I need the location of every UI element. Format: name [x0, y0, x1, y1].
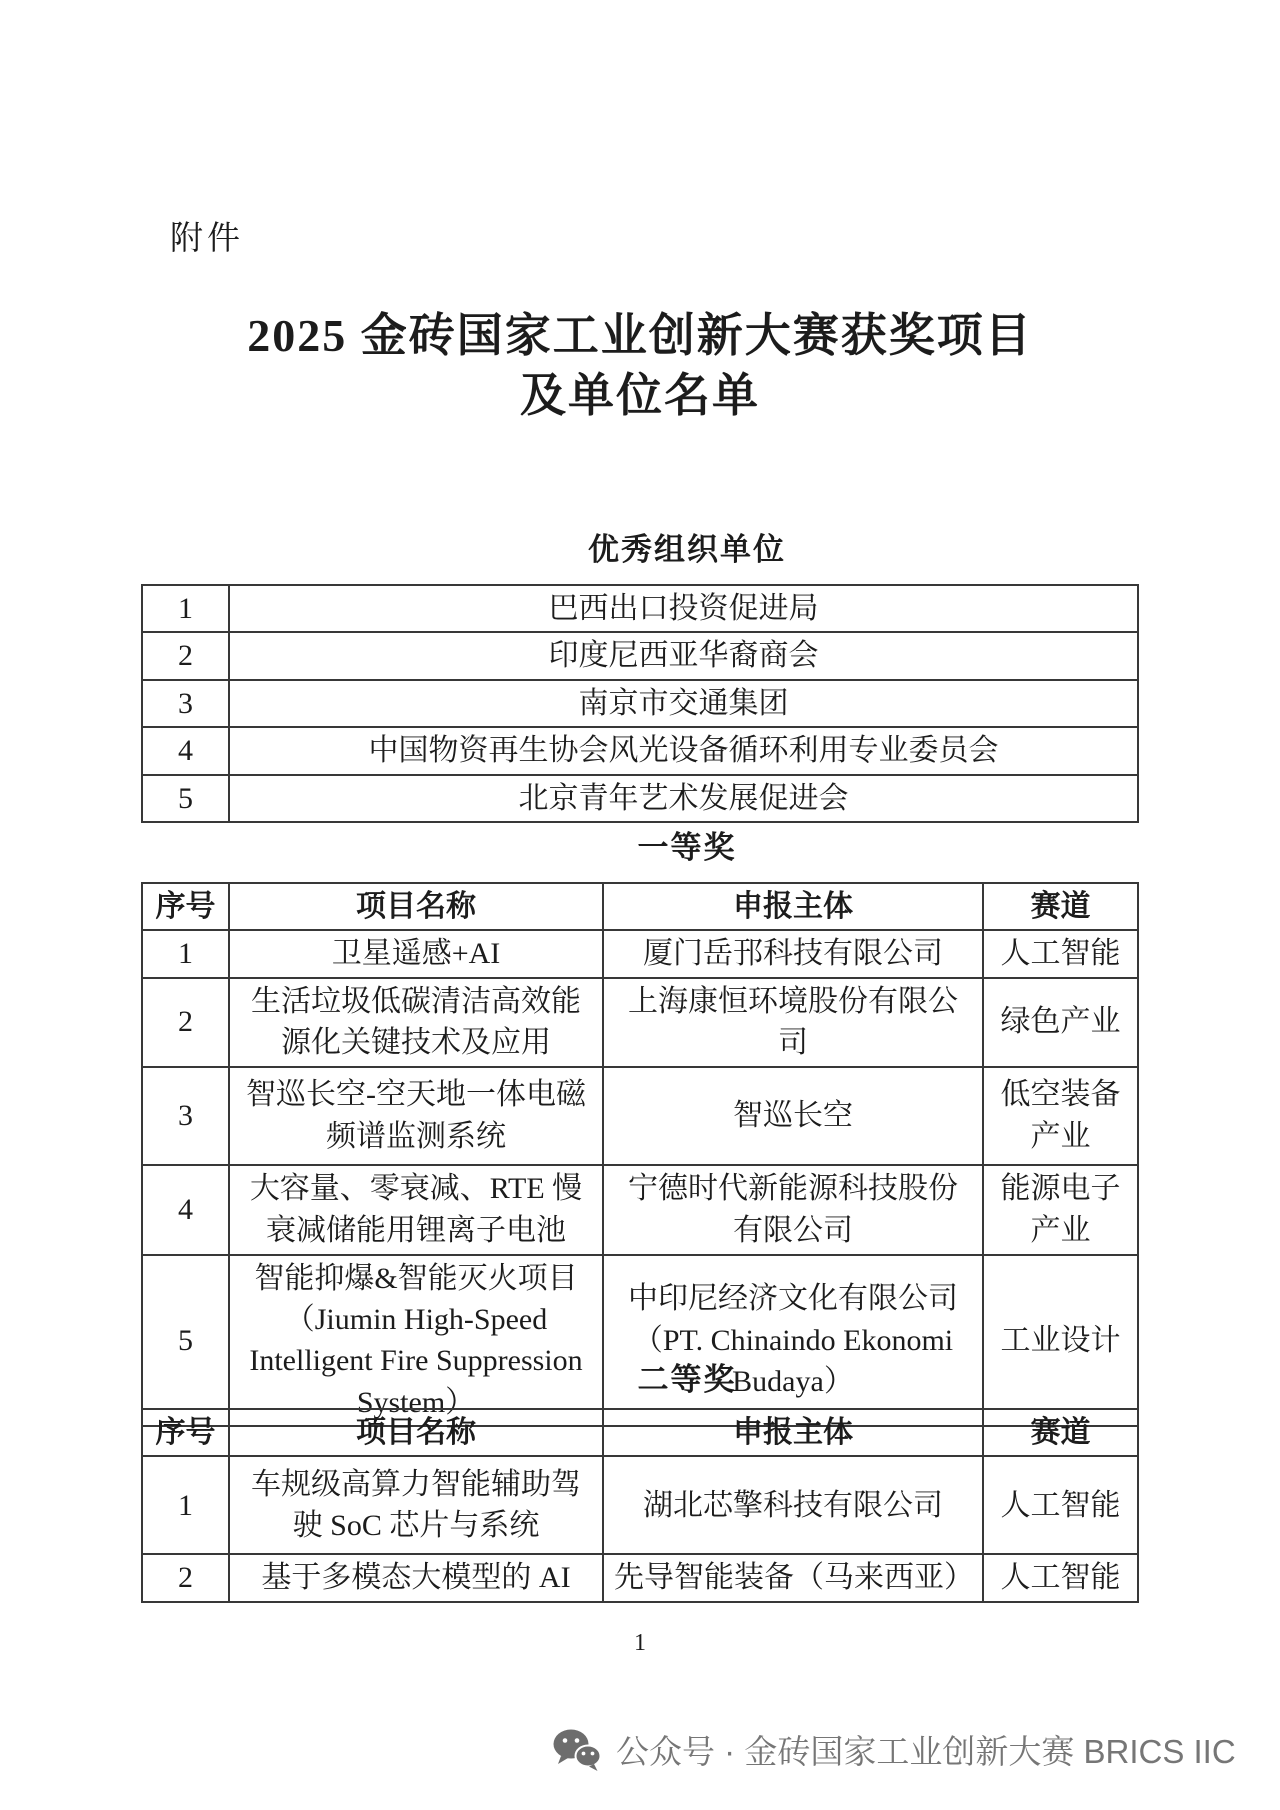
- track-cell: 能源电子产业: [983, 1165, 1138, 1255]
- project-name-cell: 智巡长空-空天地一体电磁频谱监测系统: [229, 1067, 603, 1165]
- project-name-cell: 大容量、零衰减、RTE 慢衰减储能用锂离子电池: [229, 1165, 603, 1255]
- organization-name-cell: 印度尼西亚华裔商会: [229, 632, 1138, 679]
- page-number: 1: [634, 1630, 646, 1656]
- column-header-track: 赛道: [983, 883, 1138, 930]
- table-row: [142, 978, 1138, 1067]
- row-number-cell: 5: [142, 775, 229, 822]
- second-prize-table: [141, 1408, 1139, 1603]
- applicant-cell: 湖北芯擎科技有限公司: [603, 1456, 983, 1554]
- applicant-cell: 中印尼经济文化有限公司（PT. Chinaindo Ekonomi Budaya）: [603, 1255, 983, 1427]
- table-row: [142, 1255, 1138, 1427]
- table-row: [142, 632, 1138, 679]
- applicant-cell: 先导智能装备（马来西亚）: [603, 1554, 983, 1601]
- track-cell: 人工智能: [983, 930, 1138, 977]
- organization-name-cell: 北京青年艺术发展促进会: [229, 775, 1138, 822]
- row-number-cell: 5: [142, 1255, 229, 1427]
- column-header-project: 项目名称: [229, 883, 603, 930]
- section-heading-excellent-organizations: 优秀组织单位: [588, 532, 786, 567]
- organization-name-cell: 南京市交通集团: [229, 680, 1138, 727]
- project-name-cell: 卫星遥感+AI: [229, 930, 603, 977]
- row-number-cell: 2: [142, 1554, 229, 1601]
- track-cell: 人工智能: [983, 1456, 1138, 1554]
- row-number-cell: 3: [142, 680, 229, 727]
- column-header-applicant: 申报主体: [603, 1409, 983, 1456]
- column-header-applicant: 申报主体: [603, 883, 983, 930]
- table-header-row: [142, 883, 1138, 930]
- track-cell: 绿色产业: [983, 978, 1138, 1067]
- row-number-cell: 2: [142, 978, 229, 1067]
- row-number-cell: 1: [142, 585, 229, 632]
- organization-name-cell: 巴西出口投资促进局: [229, 585, 1138, 632]
- column-header-no: 序号: [142, 1409, 229, 1456]
- first-prize-table: [141, 882, 1139, 1427]
- table-row: [142, 1067, 1138, 1165]
- row-number-cell: 1: [142, 930, 229, 977]
- track-cell: 人工智能: [983, 1554, 1138, 1601]
- project-name-cell: 车规级高算力智能辅助驾驶 SoC 芯片与系统: [229, 1456, 603, 1554]
- footer-text: 公众号 · 金砖国家工业创新大赛 BRICS IIC: [616, 1733, 1236, 1770]
- table-row: [142, 1554, 1138, 1601]
- wechat-icon: [552, 1728, 602, 1772]
- section-heading-second-prize: 二等奖: [637, 1362, 737, 1397]
- applicant-cell: 上海康恒环境股份有限公司: [603, 978, 983, 1067]
- applicant-cell: 智巡长空: [603, 1067, 983, 1165]
- applicant-cell: 宁德时代新能源科技股份有限公司: [603, 1165, 983, 1255]
- page-title-line1: 2025 金砖国家工业创新大赛获奖项目: [247, 310, 1033, 361]
- excellent-organizations-table: [141, 584, 1139, 823]
- table-row: [142, 727, 1138, 774]
- project-name-cell: 智能抑爆&智能灭火项目（Jiumin High-Speed Intelligent Fire Suppression System）: [229, 1255, 603, 1427]
- organization-name-cell: 中国物资再生协会风光设备循环利用专业委员会: [229, 727, 1138, 774]
- table-row: [142, 585, 1138, 632]
- section-heading-first-prize: 一等奖: [637, 830, 737, 865]
- table-row: [142, 775, 1138, 822]
- page-title: [0, 306, 1280, 426]
- applicant-cell: 厦门岳邘科技有限公司: [603, 930, 983, 977]
- column-header-project: 项目名称: [229, 1409, 603, 1456]
- table-row: [142, 1165, 1138, 1255]
- table-row: [142, 1456, 1138, 1554]
- track-cell: 低空装备产业: [983, 1067, 1138, 1165]
- row-number-cell: 3: [142, 1067, 229, 1165]
- column-header-no: 序号: [142, 883, 229, 930]
- page-title-line2: 及单位名单: [520, 370, 760, 421]
- row-number-cell: 4: [142, 727, 229, 774]
- table-row: [142, 680, 1138, 727]
- track-cell: 工业设计: [983, 1255, 1138, 1427]
- row-number-cell: 2: [142, 632, 229, 679]
- footer-watermark: [552, 1726, 1236, 1773]
- row-number-cell: 4: [142, 1165, 229, 1255]
- project-name-cell: 生活垃圾低碳清洁高效能源化关键技术及应用: [229, 978, 603, 1067]
- table-header-row: [142, 1409, 1138, 1456]
- attachment-label: 附件: [170, 221, 244, 257]
- column-header-track: 赛道: [983, 1409, 1138, 1456]
- row-number-cell: 1: [142, 1456, 229, 1554]
- table-row: [142, 930, 1138, 977]
- project-name-cell: 基于多模态大模型的 AI: [229, 1554, 603, 1601]
